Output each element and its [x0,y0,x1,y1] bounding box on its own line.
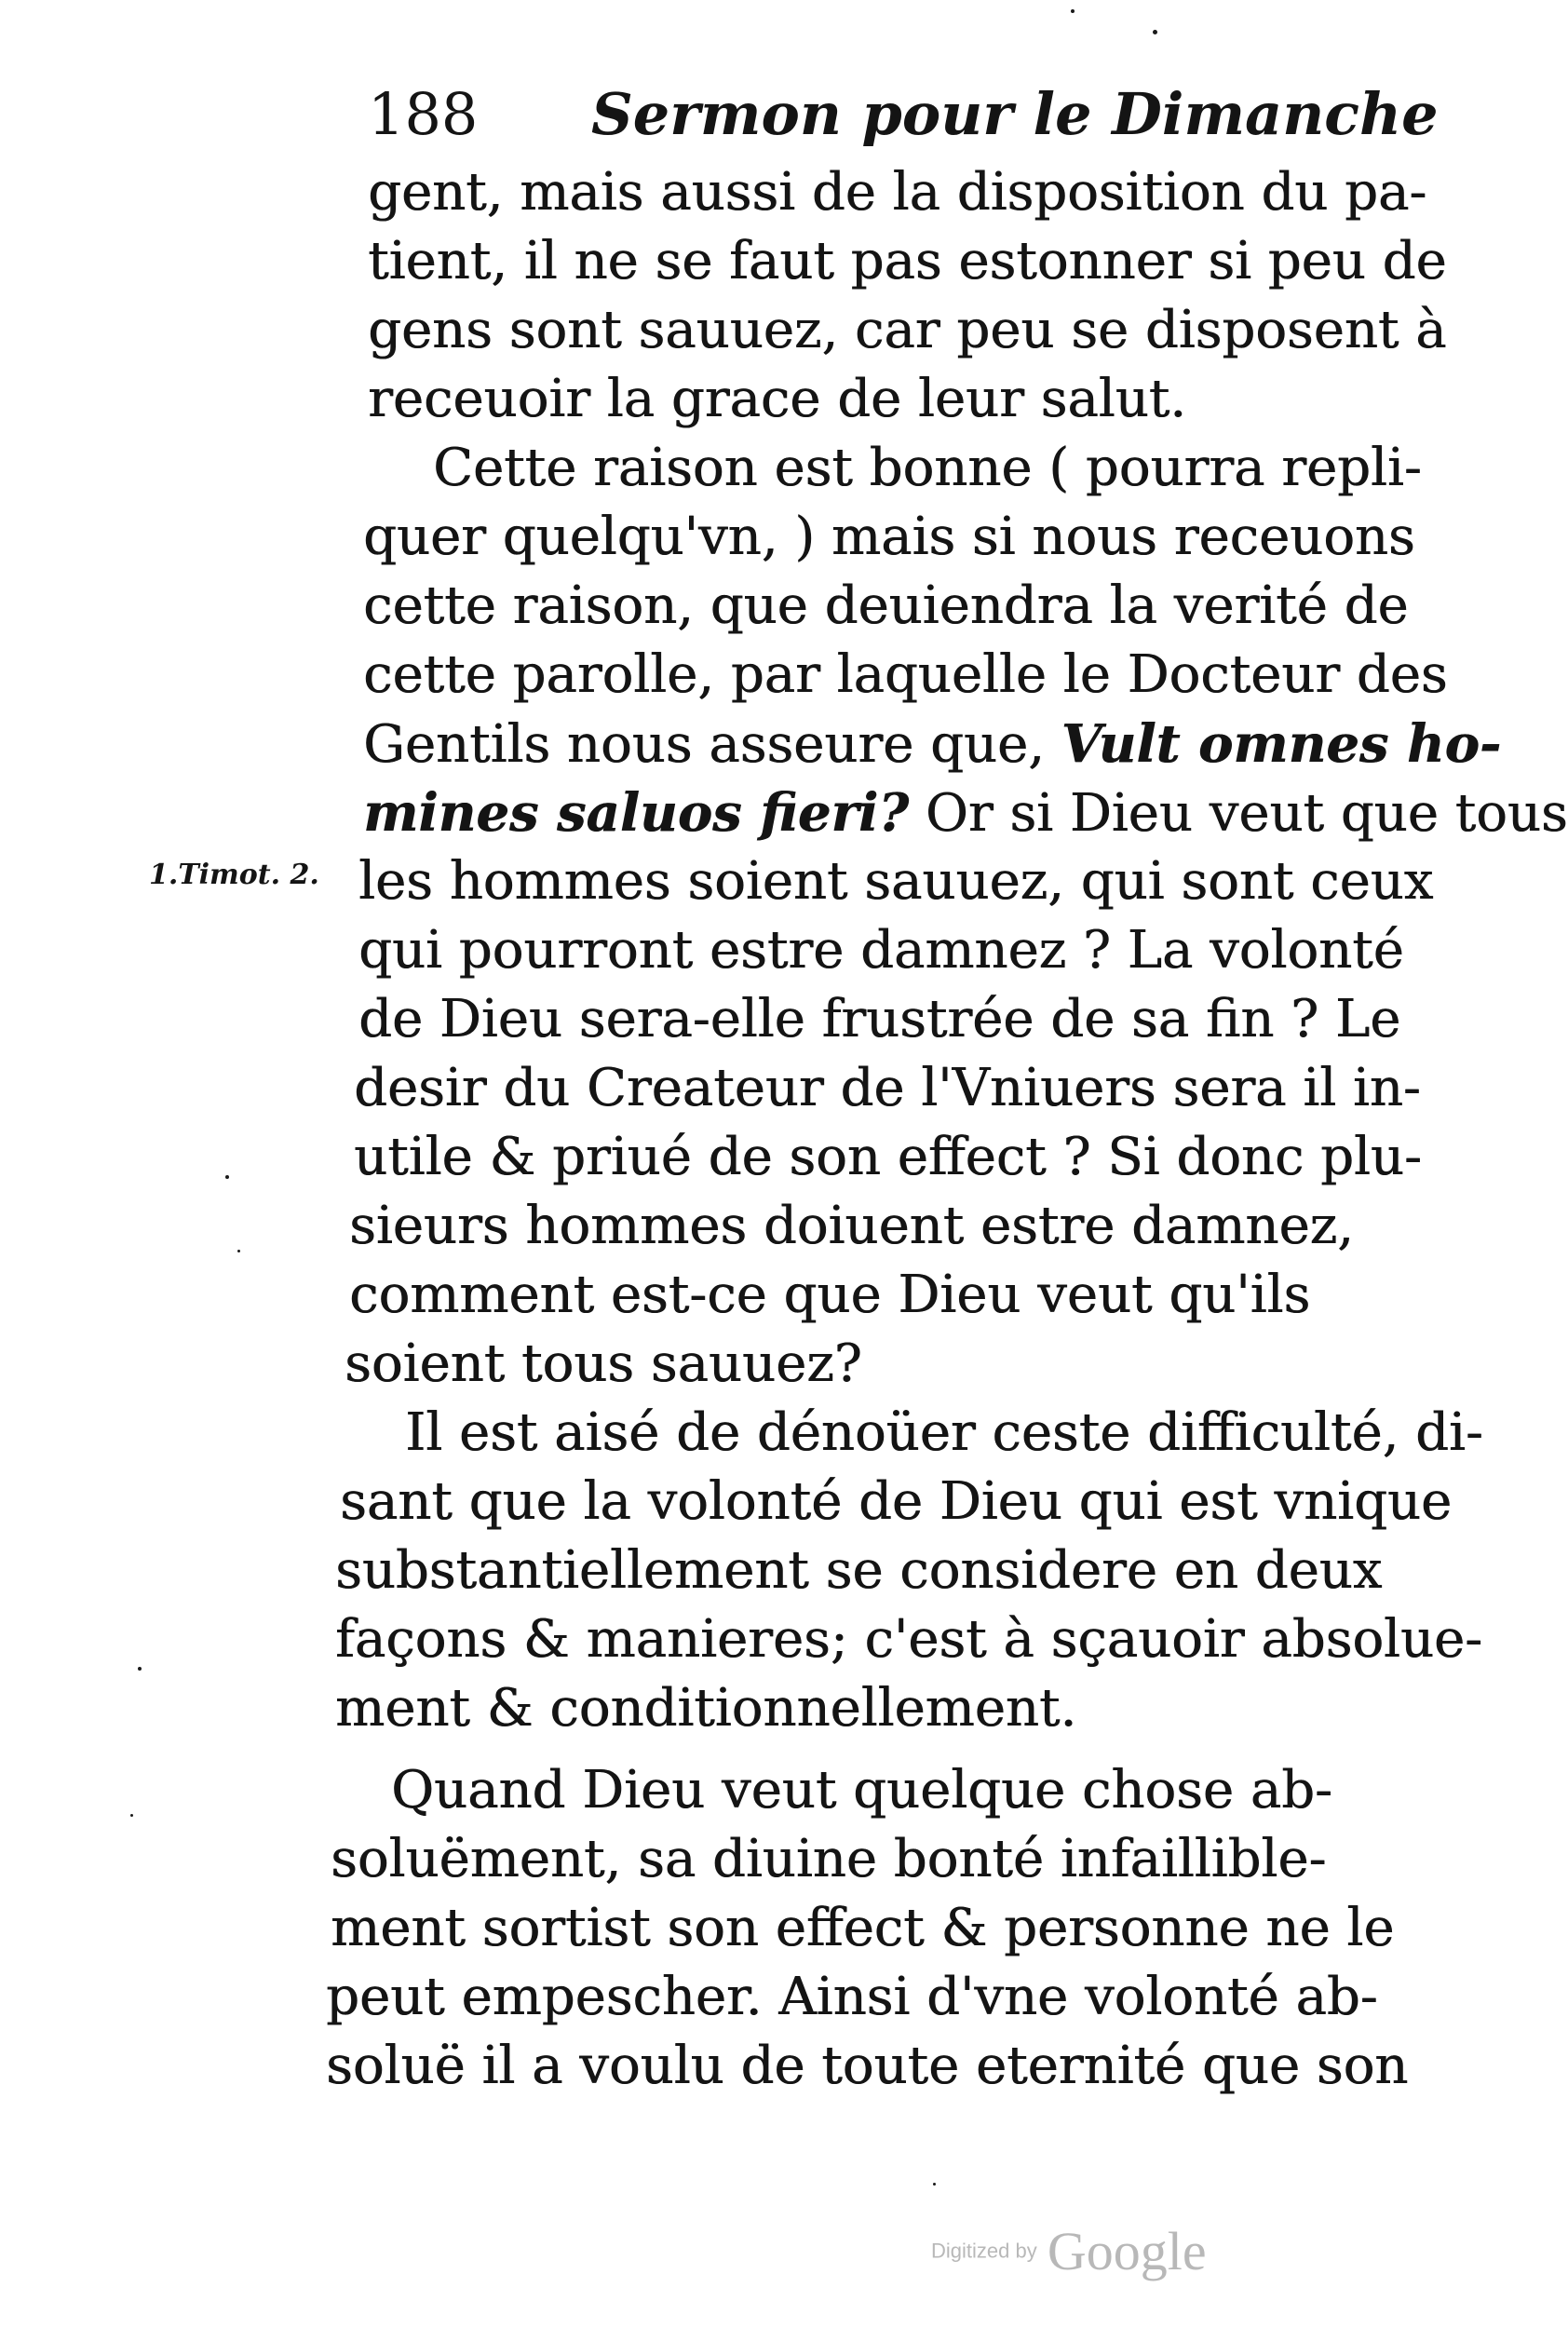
text-line: façons & manieres; c'est à sçauoir absolue- [335,1609,1482,1670]
ink-speck [933,2183,936,2186]
text-line: desir du Createur de l'Vniuers sera il in- [354,1058,1421,1118]
text-line: cette raison, que deuiendra la verité de [363,575,1409,636]
ink-speck [138,1667,142,1671]
text-line: Il est aisé de dénoüer ceste difficulté, di- [405,1402,1483,1463]
digitization-watermark [931,2220,1207,2282]
google-logo: Google [1047,2221,1207,2281]
text-line: Cette raison est bonne ( pourra repli- [433,438,1422,498]
text-line: soluë il a voulu de toute eternité que son [326,2036,1409,2096]
text-line: les hommes soient sauuez, qui sont ceux [358,851,1434,912]
text-line: soluëment, sa diuine bonté infaillible- [331,1829,1327,1889]
text-line: Gentils nous asseure que, Vult omnes ho- [363,713,1502,775]
page-header [368,73,1439,156]
text-line: sant que la volonté de Dieu qui est vnique [340,1471,1453,1532]
text-line: mines saluos fieri? Or si Dieu veut que tous [363,782,1568,844]
ink-speck [225,1175,229,1179]
text-line: peut empescher. Ainsi d'vne volonté ab- [326,1967,1378,2027]
text-line: de Dieu sera-elle frustrée de sa fin ? Le [358,989,1401,1049]
text-line: ment & conditionnellement. [335,1678,1077,1739]
ink-speck [1153,30,1157,34]
running-title: Sermon pour le Dimanche [591,80,1439,148]
margin-citation: 1.Timot. 2. [149,859,319,891]
text-line: receuoir la grace de leur salut. [368,369,1186,429]
watermark-prefix: Digitized by [931,2239,1037,2263]
ink-speck [237,1250,240,1252]
text-line: comment est-ce que Dieu veut qu'ils [349,1265,1311,1325]
text-line: gent, mais aussi de la disposition du pa- [368,162,1427,223]
ink-speck [1071,9,1075,13]
text-line: sieurs hommes doiuent estre damnez, [349,1196,1354,1256]
text-line: qui pourront estre damnez ? La volonté [358,920,1404,981]
text-line: ment sortist son effect & personne ne le [331,1898,1395,1958]
text-line: tient, il ne se faut pas estonner si peu de [368,231,1447,291]
text-line: quer quelqu'vn, ) mais si nous receuons [363,507,1415,567]
text-line: utile & priué de son effect ? Si donc plu- [354,1127,1422,1187]
text-line: substantiellement se considere en deux [335,1540,1383,1601]
ink-speck [130,1814,133,1817]
text-line: Quand Dieu veut quelque chose ab- [391,1760,1332,1820]
text-line: gens sont sauuez, car peu se disposent à [368,300,1447,360]
text-line: cette parolle, par laquelle le Docteur des [363,644,1448,705]
text-line: soient tous sauuez? [345,1333,862,1394]
page-number: 188 [368,80,479,148]
